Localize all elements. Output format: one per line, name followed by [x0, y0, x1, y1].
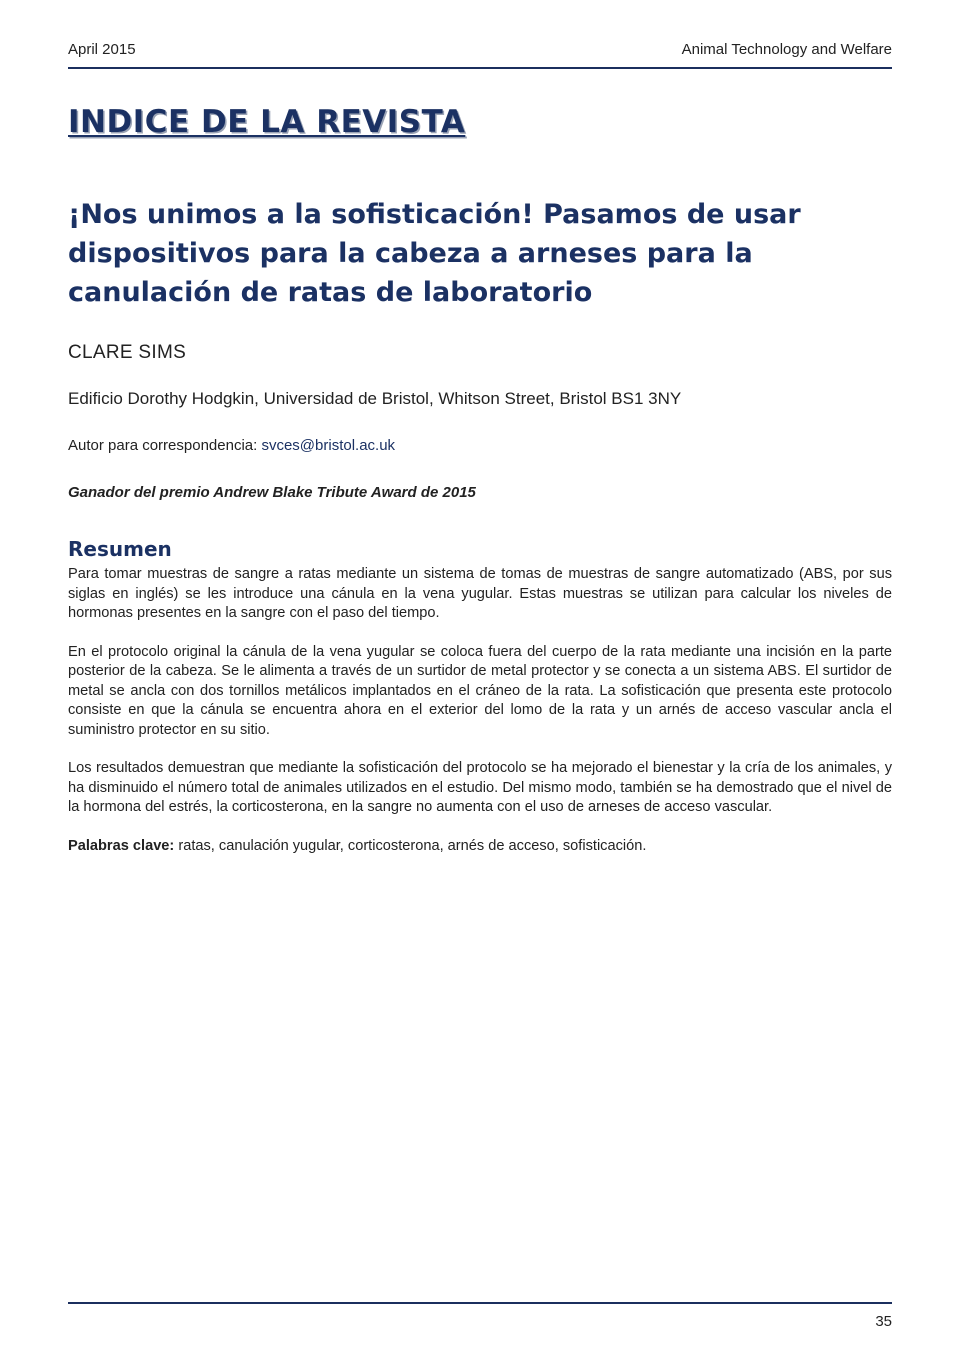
abstract-body — [68, 565, 892, 875]
abstract-paragraph: Los resultados demuestran que mediante la sofisticación del protocolo se ha mejorado el bienestar y la cría de los animales, y ha disminuido el número total de animales utilizados en el estudio. Del mismo modo, también se ha demostrado que el nivel de la hormona del estrés, la corticosterona, en la sangre no aumenta con el uso de arneses de acceso vascular. — [68, 760, 892, 815]
section-title: INDICE DE LA REVISTA — [68, 104, 466, 140]
journal-name: Animal Technology and Welfare — [681, 41, 892, 58]
page — [68, 0, 892, 1358]
correspondence-line — [68, 437, 395, 454]
keywords-label: Palabras clave: — [68, 837, 175, 854]
author-name: CLARE SIMS — [68, 342, 187, 363]
abstract-heading: Resumen — [68, 537, 172, 561]
header-rule — [68, 67, 892, 69]
running-header — [68, 41, 892, 58]
article-title: ¡Nos unimos a la sofisticación! Pasamos de usar dispositivos para la cabeza a arneses para la canulación de ratas de laboratorio — [68, 199, 801, 308]
abstract-paragraph: Para tomar muestras de sangre a ratas mediante un sistema de tomas de muestras de sangre automatizado (ABS, por sus siglas en inglés) se les introduce una cánula en la vena yugular. Estas muestras se utilizan para calcular los niveles de hormonas presentes en la sangre con el paso del tiempo. — [68, 566, 892, 621]
issue-date: April 2015 — [68, 41, 136, 58]
correspondence-email-link[interactable]: svces@bristol.ac.uk — [261, 437, 396, 454]
page-number: 35 — [875, 1313, 892, 1330]
award-note: Ganador del premio Andrew Blake Tribute Award de 2015 — [68, 484, 476, 501]
abstract-paragraph: En el protocolo original la cánula de la vena yugular se coloca fuera del cuerpo de la rata mediante una incisión en la parte posterior de la cabeza. Se le alimenta a través de un surtidor de metal protector y se conecta a un sistema ABS. El surtidor de metal se ancla con dos tornillos metálicos implantados en el cráneo de la rata. La sofisticación que presenta este protocolo consiste en que la cánula se encuentra ahora en el exterior del lomo de la rata y un arnés de acceso vascular ancla el suministro protector en su sitio. — [68, 643, 892, 738]
author-affiliation: Edificio Dorothy Hodgkin, Universidad de Bristol, Whitson Street, Bristol BS1 3NY — [68, 389, 682, 408]
keywords-list: ratas, canulación yugular, corticosterona, arnés de acceso, sofisticación. — [178, 837, 647, 854]
footer-rule — [68, 1302, 892, 1304]
correspondence-label: Autor para correspondencia: — [68, 437, 258, 454]
keywords-line — [68, 837, 892, 857]
